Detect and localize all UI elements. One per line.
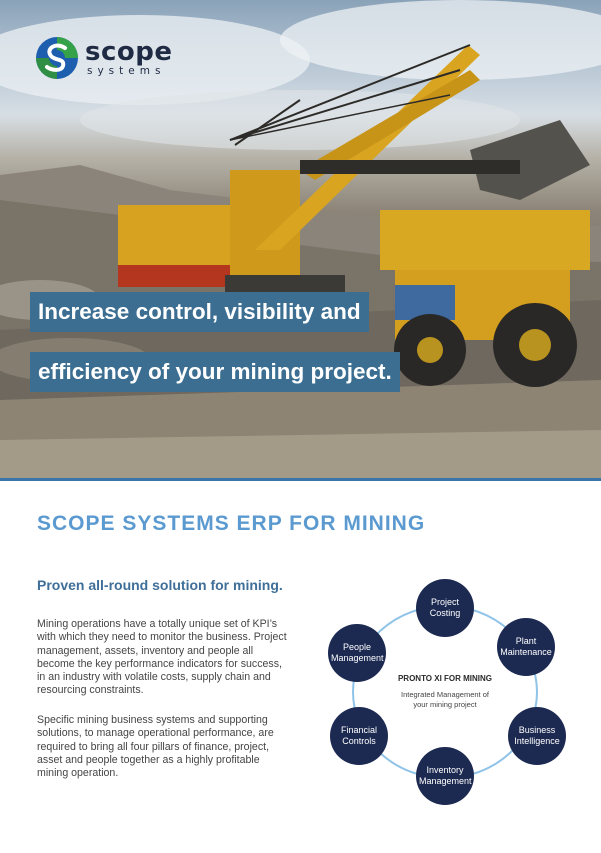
scope-systems-logo — [35, 36, 173, 80]
node-label: Project Costing — [429, 597, 461, 618]
brand-tagline: systems — [87, 65, 166, 78]
scope-logo-icon — [35, 36, 79, 80]
node-business-intelligence — [508, 707, 566, 765]
node-people-management — [328, 624, 386, 682]
hero-divider — [0, 478, 601, 481]
diagram-center-subtitle: Integrated Management of your mining project — [401, 690, 489, 709]
node-label: Financial Controls — [340, 725, 378, 746]
node-inventory-management — [416, 747, 474, 805]
section-subtitle: Proven all-round solution for mining. — [37, 577, 283, 593]
node-label: Plant Maintenance — [500, 636, 552, 657]
node-financial-controls — [330, 707, 388, 765]
node-plant-maintenance — [497, 618, 555, 676]
diagram-center-title: PRONTO XI FOR MINING — [397, 674, 493, 683]
hero-headline-line-1: Increase control, visibility and — [30, 292, 369, 332]
node-project-costing — [416, 579, 474, 637]
section-title: SCOPE SYSTEMS ERP FOR MINING — [37, 512, 426, 535]
body-paragraph: Mining operations have a totally unique set of KPI’s with which they need to monitor the business. Project management, assets, inventory and people all become the key performance indicators for success, in an industry with volatile costs, supply chain and resourcing constraints. — [37, 618, 287, 697]
hero-headline-line-2: efficiency of your mining project. — [30, 352, 400, 392]
node-label: Business Intelligence — [514, 725, 560, 746]
node-label: People Management — [331, 642, 384, 663]
node-label: Inventory Management — [419, 765, 472, 786]
brand-name: scope — [85, 37, 173, 68]
body-paragraph: Specific mining business systems and supporting solutions, to manage operational performance, are required to bring all four pillars of finance, project, asset and people together as a highly profitable mining operation. — [37, 714, 274, 780]
pronto-mining-diagram — [322, 577, 568, 807]
